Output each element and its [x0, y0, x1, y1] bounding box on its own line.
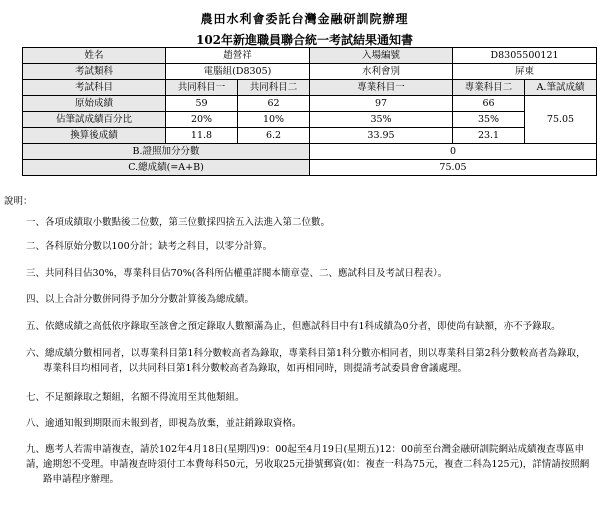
name-label: 姓名 [23, 48, 166, 64]
table-row [23, 112, 597, 128]
converted-score-cell: 33.95 [310, 128, 453, 144]
professional-subject-1-header: 專業科目一 [310, 80, 453, 96]
category-label: 考試類科 [23, 64, 166, 80]
note-item: 八、逾通知報到期限而未報到者，即視為放棄，並註銷錄取資格。 [26, 418, 302, 429]
note-item: 逾期恕不受理。申請複查時須付工本費每科50元，另收取25元掛號郵資(如：複查一科為75元，複查二科為125元)，詳情請按照網 [43, 459, 590, 470]
note-item: 四、以上合計分數併同得予加分分數計算後為總成績。 [26, 294, 255, 305]
category-value: 電腦組(D8305) [166, 64, 310, 80]
total-score-label: C.總成績(=A+B) [23, 160, 310, 176]
converted-score-cell: 6.2 [238, 128, 310, 144]
converted-score-cell: 23.1 [453, 128, 525, 144]
id-label: 入場編號 [310, 48, 453, 64]
note-item: 一、各項成績取小數點後二位數，第三位數採四捨五入法進入第二位數。 [26, 217, 331, 228]
bonus-label: B.證照加分分數 [23, 144, 310, 160]
table-row [23, 144, 597, 160]
notes-heading: 說明： [4, 196, 33, 207]
table-row [23, 160, 597, 176]
converted-score-cell: 11.8 [166, 128, 238, 144]
table-row [23, 80, 597, 96]
table-row [23, 128, 597, 144]
association-value: 水利會別 [310, 64, 453, 80]
converted-score-label: 換算後成績 [23, 128, 166, 144]
total-score-value: 75.05 [310, 160, 597, 176]
raw-score-cell: 97 [310, 96, 453, 112]
region-value: 屏東 [453, 64, 597, 80]
weight-cell: 35% [453, 112, 525, 128]
note-item: 三、共同科目佔30%，專業科目佔70%(各科所佔權重詳閱本簡章壹、二、應試科目及考試日程表）。 [26, 268, 448, 279]
professional-subject-2-header: 專業科目二 [453, 80, 525, 96]
weight-label: 佔筆試成績百分比 [23, 112, 166, 128]
score-table [22, 47, 597, 176]
note-item: 七、不足額錄取之類組，名額不得流用至其他類組。 [26, 392, 245, 403]
note-item: 路申請程序辦理。 [43, 474, 120, 485]
common-subject-2-header: 共同科目二 [238, 80, 310, 96]
weight-cell: 35% [310, 112, 453, 128]
table-row [23, 96, 597, 112]
name-value: 趙營祥 [166, 48, 310, 64]
written-score-header: A.筆試成績 [525, 80, 597, 96]
weight-cell: 20% [166, 112, 238, 128]
written-score-value: 75.05 [525, 96, 597, 144]
raw-score-label: 原始成績 [23, 96, 166, 112]
note-item: 六、總成績分數相同者，以專業科目第1科分數較高者為錄取，專業科目第1科分數亦相同者，則以專業科目第2科分數較高者為錄取， [26, 348, 586, 359]
weight-cell: 10% [238, 112, 310, 128]
note-item: 專業科目均相同者，以共同科目第1科分數較高者為錄取，如再相同時，則提請考試委員會會議處理。 [43, 363, 468, 374]
id-value: D8305500121 [453, 48, 597, 64]
table-row [23, 48, 597, 64]
table-row [23, 64, 597, 80]
raw-score-cell: 59 [166, 96, 238, 112]
note-item: 二、各科原始分數以100分計；缺考之科目，以零分計算。 [26, 241, 273, 252]
note-item: 五、依總成績之高低依序錄取至該會之預定錄取人數額滿為止，但應試科目中有1科成績為0分者，即使尚有缺額，亦不予錄取。 [26, 321, 561, 332]
note-item: 九、應考人若需申請複查，請於102年4月18日(星期四)9：00起至4月19日(星期五)12：00前至台灣金融研訓院網站成績複查專區申請， [26, 444, 585, 470]
common-subject-1-header: 共同科目一 [166, 80, 238, 96]
notice-title: 102年新進職員聯合統一考試結果通知書 [195, 33, 414, 47]
raw-score-cell: 66 [453, 96, 525, 112]
raw-score-cell: 62 [238, 96, 310, 112]
organizer-title: 農田水利會委託台灣金融研訓院辦理 [200, 12, 409, 26]
bonus-value: 0 [310, 144, 597, 160]
subject-label: 考試科目 [23, 80, 166, 96]
